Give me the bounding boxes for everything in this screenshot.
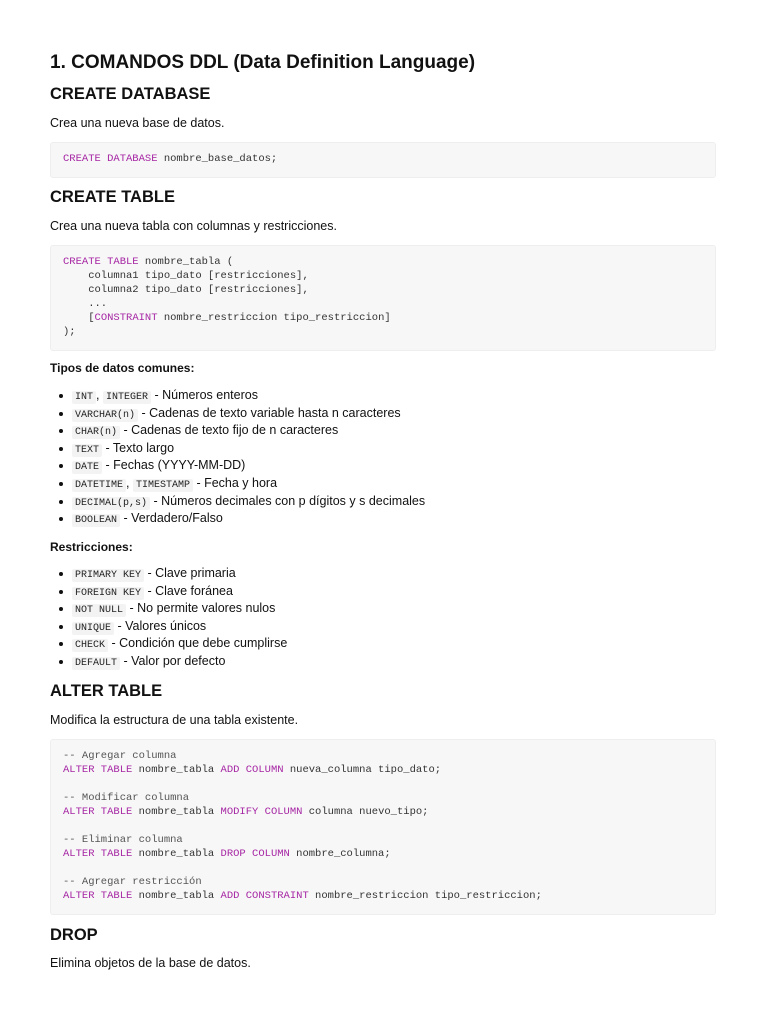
code-keyword: ADD COLUMN xyxy=(220,764,284,776)
inline-code: DATETIME xyxy=(72,479,126,492)
list-item xyxy=(50,565,287,583)
label-tipos-datos: Tipos de datos comunes: xyxy=(50,361,195,375)
code-keyword: CREATE TABLE xyxy=(63,256,139,268)
list-item xyxy=(50,653,287,671)
list-item-text: - Fechas (YYYY-MM-DD) xyxy=(102,458,246,473)
code-text: nombre_tabla xyxy=(132,806,221,818)
heading-create-table: CREATE TABLE xyxy=(50,188,175,206)
inline-code: NOT NULL xyxy=(72,604,126,617)
list-item-text: - Verdadero/Falso xyxy=(120,511,223,526)
code-text: nombre_restriccion tipo_restriccion; xyxy=(308,890,542,902)
inline-code: PRIMARY KEY xyxy=(72,569,144,582)
code-text: nueva_columna tipo_dato; xyxy=(283,764,442,776)
list-item-text: - Cadenas de texto variable hasta n caracteres xyxy=(138,405,401,420)
desc-alter-table: Modifica la estructura de una tabla existente. xyxy=(50,713,299,727)
code-comment: -- Eliminar columna xyxy=(63,834,183,846)
inline-code: DECIMAL(p,s) xyxy=(72,497,150,510)
list-item-text: - Números decimales con p dígitos y s decimales xyxy=(150,493,426,508)
list-item xyxy=(50,583,287,601)
inline-code: TIMESTAMP xyxy=(133,479,193,492)
code-text: columna nuevo_tipo; xyxy=(302,806,429,818)
list-item-text: - Valores únicos xyxy=(114,618,207,633)
list-item-text: - Cadenas de texto fijo de n caracteres xyxy=(120,423,339,438)
code-block-create-table xyxy=(50,245,716,351)
list-item xyxy=(50,510,425,528)
code-keyword: CREATE DATABASE xyxy=(63,153,158,165)
code-text: ); xyxy=(63,326,76,338)
code-keyword: DROP COLUMN xyxy=(220,848,290,860)
code-text: nombre_tabla xyxy=(132,764,221,776)
inline-code: INTEGER xyxy=(103,391,151,404)
code-text: nombre_restriccion tipo_restriccion] xyxy=(157,312,391,324)
list-item-text: - Clave primaria xyxy=(144,566,236,580)
code-keyword: ALTER TABLE xyxy=(63,848,133,860)
code-keyword: CONSTRAINT xyxy=(94,312,158,324)
list-item-text: - No permite valores nulos xyxy=(126,601,276,616)
heading-alter-table: ALTER TABLE xyxy=(50,682,163,700)
code-keyword: ALTER TABLE xyxy=(63,806,133,818)
inline-code: VARCHAR(n) xyxy=(72,409,138,422)
code-text: nombre_columna; xyxy=(289,848,391,860)
list-item xyxy=(50,618,287,636)
list-item-text: - Números enteros xyxy=(150,388,258,402)
code-block-alter-table xyxy=(50,739,716,915)
inline-code: FOREIGN KEY xyxy=(72,587,144,600)
code-keyword: ADD CONSTRAINT xyxy=(220,890,309,902)
heading-create-database: CREATE DATABASE xyxy=(50,85,211,103)
label-restricciones: Restricciones: xyxy=(50,540,133,554)
inline-code: CHAR(n) xyxy=(72,426,120,439)
list-item-text: - Texto largo xyxy=(102,440,175,455)
code-text: columna2 tipo_dato [restricciones], xyxy=(63,284,309,296)
list-item: INT , INTEGER - Números enteros xyxy=(50,387,425,405)
list-item-text: - Fecha y hora xyxy=(192,475,278,490)
code-keyword: ALTER TABLE xyxy=(63,890,133,902)
list-item xyxy=(50,405,425,423)
code-keyword: MODIFY COLUMN xyxy=(220,806,303,818)
code-comment: -- Agregar restricción xyxy=(63,876,202,888)
code-text: nombre_tabla xyxy=(132,848,221,860)
list-item xyxy=(50,440,425,458)
code-text: ... xyxy=(63,298,108,310)
code-text: nombre_base_datos; xyxy=(157,153,278,165)
list-restricciones xyxy=(50,565,287,671)
list-item xyxy=(50,493,425,511)
list-item-text: - Valor por defecto xyxy=(120,653,226,668)
list-item xyxy=(50,635,287,653)
inline-code: INT xyxy=(72,391,96,404)
code-text: nombre_tabla xyxy=(132,890,221,902)
inline-code: TEXT xyxy=(72,444,102,457)
list-item: DATETIME , TIMESTAMP - Fecha y hora xyxy=(50,475,425,493)
list-item xyxy=(50,422,425,440)
heading-drop: DROP xyxy=(50,926,98,944)
desc-create-database: Crea una nueva base de datos. xyxy=(50,116,225,130)
inline-code: BOOLEAN xyxy=(72,514,120,527)
code-comment: -- Agregar columna xyxy=(63,750,177,762)
desc-drop: Elimina objetos de la base de datos. xyxy=(50,956,251,970)
code-text: columna1 tipo_dato [restricciones], xyxy=(63,270,309,282)
inline-code: DEFAULT xyxy=(72,657,120,670)
page-title: 1. COMANDOS DDL (Data Definition Language) xyxy=(50,52,476,73)
list-item-text: - Condición que debe cumplirse xyxy=(108,636,288,651)
list-item xyxy=(50,457,425,475)
list-item xyxy=(50,600,287,618)
code-block-create-database xyxy=(50,142,716,178)
inline-code: UNIQUE xyxy=(72,622,114,635)
list-tipos-datos xyxy=(50,387,425,528)
code-text: [ xyxy=(63,312,95,324)
inline-code: CHECK xyxy=(72,639,108,652)
desc-create-table: Crea una nueva tabla con columnas y restricciones. xyxy=(50,219,337,233)
inline-code: DATE xyxy=(72,461,102,474)
code-keyword: ALTER TABLE xyxy=(63,764,133,776)
list-item-text: - Clave foránea xyxy=(144,583,233,598)
code-text: nombre_tabla ( xyxy=(138,256,234,268)
code-comment: -- Modificar columna xyxy=(63,792,190,804)
